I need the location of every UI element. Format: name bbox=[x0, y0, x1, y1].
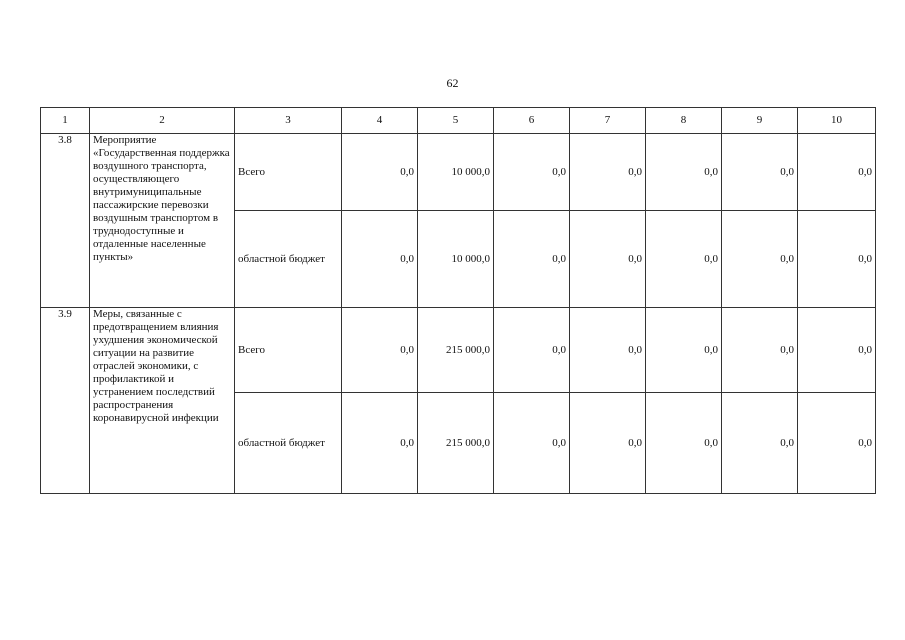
page-number: 62 bbox=[446, 76, 459, 90]
value-cell: 0,0 bbox=[798, 134, 876, 211]
funding-source: областной бюджет bbox=[235, 211, 342, 308]
value-cell: 0,0 bbox=[494, 393, 570, 494]
header-cell-8: 8 bbox=[646, 108, 722, 134]
value-cell: 0,0 bbox=[342, 308, 418, 393]
item-name: Мероприятие «Государственная поддержка воздушного транспорта, осуществляющего внутримуниципальные пассажирские перевозки воздушным транспортом в труднодоступные и отдаленные населенные пункты» bbox=[90, 134, 235, 308]
value-cell: 0,0 bbox=[722, 308, 798, 393]
value-cell: 0,0 bbox=[570, 211, 646, 308]
header-cell-3: 3 bbox=[235, 108, 342, 134]
value-cell: 0,0 bbox=[722, 393, 798, 494]
value-cell: 0,0 bbox=[494, 308, 570, 393]
value-cell: 0,0 bbox=[570, 134, 646, 211]
header-cell-9: 9 bbox=[722, 108, 798, 134]
header-cell-7: 7 bbox=[570, 108, 646, 134]
value-cell: 0,0 bbox=[646, 211, 722, 308]
value-cell: 0,0 bbox=[342, 134, 418, 211]
value-cell: 215 000,0 bbox=[418, 308, 494, 393]
value-cell: 0,0 bbox=[646, 134, 722, 211]
value-cell: 0,0 bbox=[722, 134, 798, 211]
funding-source: областной бюджет bbox=[235, 393, 342, 494]
header-cell-5: 5 bbox=[418, 108, 494, 134]
item-number: 3.9 bbox=[41, 308, 90, 494]
value-cell: 215 000,0 bbox=[418, 393, 494, 494]
header-cell-6: 6 bbox=[494, 108, 570, 134]
budget-table bbox=[40, 107, 876, 494]
header-cell-4: 4 bbox=[342, 108, 418, 134]
header-row bbox=[41, 108, 876, 134]
funding-source: Всего bbox=[235, 308, 342, 393]
value-cell: 10 000,0 bbox=[418, 211, 494, 308]
value-cell: 0,0 bbox=[722, 211, 798, 308]
funding-source: Всего bbox=[235, 134, 342, 211]
item-name: Меры, связанные с предотвращением влияния ухудшения экономической ситуации на развитие отраслей экономики, с профилактикой и устранением последствий распространения коронавирусной инфекции bbox=[90, 308, 235, 494]
value-cell: 0,0 bbox=[646, 393, 722, 494]
header-cell-1: 1 bbox=[41, 108, 90, 134]
item-number: 3.8 bbox=[41, 134, 90, 308]
table-row bbox=[41, 308, 876, 393]
value-cell: 0,0 bbox=[646, 308, 722, 393]
value-cell: 0,0 bbox=[342, 211, 418, 308]
value-cell: 0,0 bbox=[342, 393, 418, 494]
value-cell: 0,0 bbox=[798, 211, 876, 308]
value-cell: 10 000,0 bbox=[418, 134, 494, 211]
header-cell-10: 10 bbox=[798, 108, 876, 134]
value-cell: 0,0 bbox=[494, 211, 570, 308]
table-row bbox=[41, 134, 876, 211]
value-cell: 0,0 bbox=[570, 393, 646, 494]
value-cell: 0,0 bbox=[494, 134, 570, 211]
value-cell: 0,0 bbox=[798, 308, 876, 393]
header-cell-2: 2 bbox=[90, 108, 235, 134]
value-cell: 0,0 bbox=[570, 308, 646, 393]
value-cell: 0,0 bbox=[798, 393, 876, 494]
